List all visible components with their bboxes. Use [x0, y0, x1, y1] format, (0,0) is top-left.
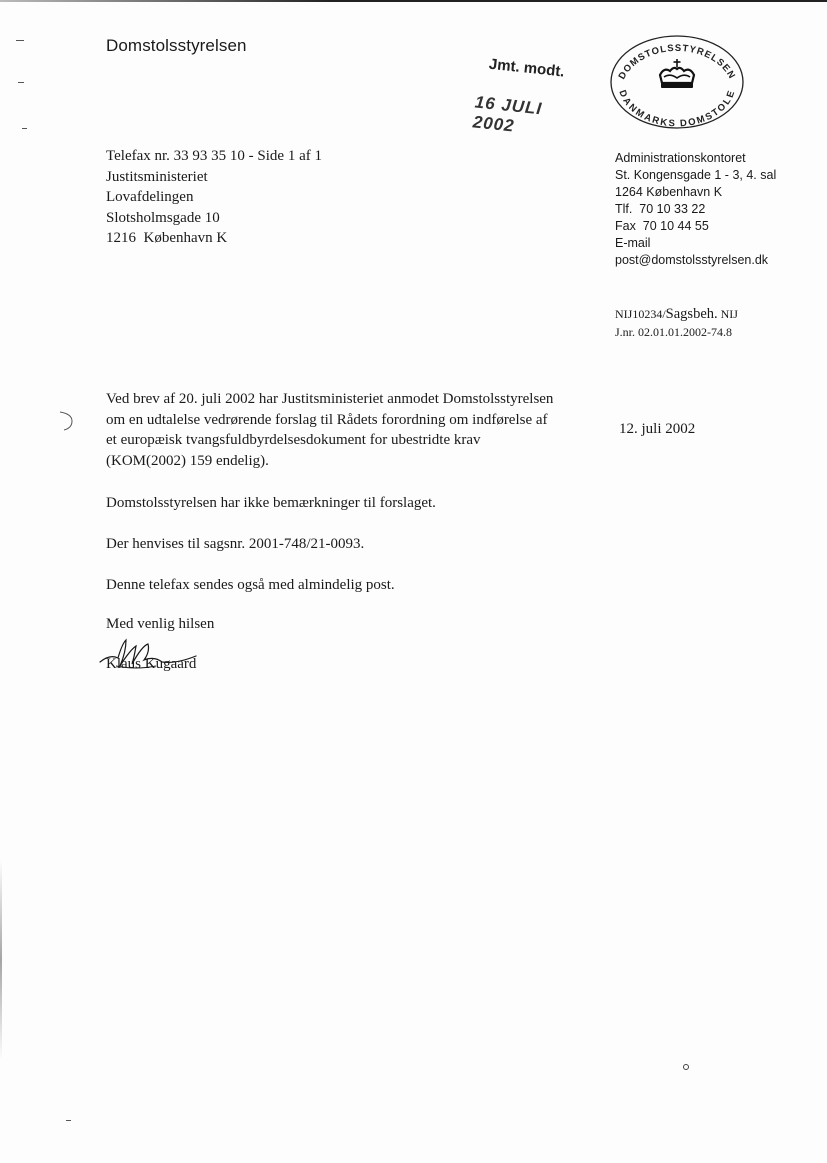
scan-dot [683, 1064, 689, 1070]
fax-line: Telefax nr. 33 93 35 10 - Side 1 af 1 [106, 148, 322, 164]
received-stamp [471, 54, 588, 135]
recipient-street: Slotsholmsgade 10 [106, 209, 220, 226]
journal-number: J.nr. 02.01.01.2002-74.8 [615, 325, 732, 339]
paragraph-no-remarks: Domstolsstyrelsen har ikke bemærkninger til forslaget. [106, 495, 436, 511]
paragraph-line: (KOM(2002) 159 endelig). [106, 452, 269, 469]
punch-hole-mark [58, 410, 76, 432]
crown-icon [660, 59, 694, 88]
seal-text-top: DOMSTOLSSTYRELSEN [616, 42, 738, 82]
closing-greeting: Med venlig hilsen [106, 616, 215, 632]
seal-text-bottom: DANMARKS DOMSTOLE [616, 88, 738, 130]
sender-city: 1264 København K [615, 185, 723, 199]
court-seal-icon [608, 33, 746, 131]
paragraph-post-notice: Denne telefax sendes også med almindelig post. [106, 577, 395, 593]
recipient-block [106, 146, 322, 249]
sender-phone: Tlf. 70 10 33 22 [615, 202, 706, 216]
sender-fax: Fax 70 10 44 55 [615, 219, 709, 233]
reference-block [615, 305, 738, 341]
sender-block [615, 150, 776, 269]
ref-suffix: NIJ [717, 307, 738, 321]
ref-main: Sagsbeh. [665, 306, 718, 322]
sender-street: St. Kongensgade 1 - 3, 4. sal [615, 168, 777, 182]
svg-text:DANMARKS DOMSTOLE [616, 89, 737, 130]
paragraph-request [106, 389, 553, 471]
paragraph-line: et europæisk tvangsfuldbyrdelsesdokument for ubestridte krav [106, 432, 481, 448]
paragraph-case-reference: Der henvises til sagsnr. 2001-748/21-0093. [106, 536, 365, 552]
case-handler-ref [615, 305, 738, 323]
sender-email-label: E-mail [615, 236, 651, 250]
signatory-name: Klaus Kugaard [106, 656, 197, 672]
paragraph-line: Ved brev af 20. juli 2002 har Justitsministeriet anmodet Domstolsstyrelsen [106, 391, 554, 407]
letter-date: 12. juli 2002 [619, 421, 696, 437]
scan-mark [22, 128, 27, 129]
recipient-name: Justitsministeriet [106, 168, 208, 185]
recipient-department: Lovafdelingen [106, 189, 194, 205]
scan-edge-shadow [0, 860, 2, 1060]
ref-prefix: NIJ10234/ [615, 307, 666, 321]
scan-mark [16, 40, 24, 41]
fax-top-edge [0, 0, 827, 2]
paragraph-line: om en udtalelse vedrørende forslag til Rådets forordning om indførelse af [106, 411, 548, 428]
scan-mark [18, 82, 24, 83]
sender-office: Administrationskontoret [615, 151, 746, 165]
sender-email: post@domstolsstyrelsen.dk [615, 253, 769, 267]
received-stamp-label: Jmt. modt. [488, 55, 566, 81]
scan-mark [66, 1120, 71, 1121]
organization-name: Domstolsstyrelsen [106, 36, 247, 55]
recipient-city: 1216 København K [106, 230, 228, 246]
received-stamp-date: 16 JULI 2002 [471, 92, 544, 136]
